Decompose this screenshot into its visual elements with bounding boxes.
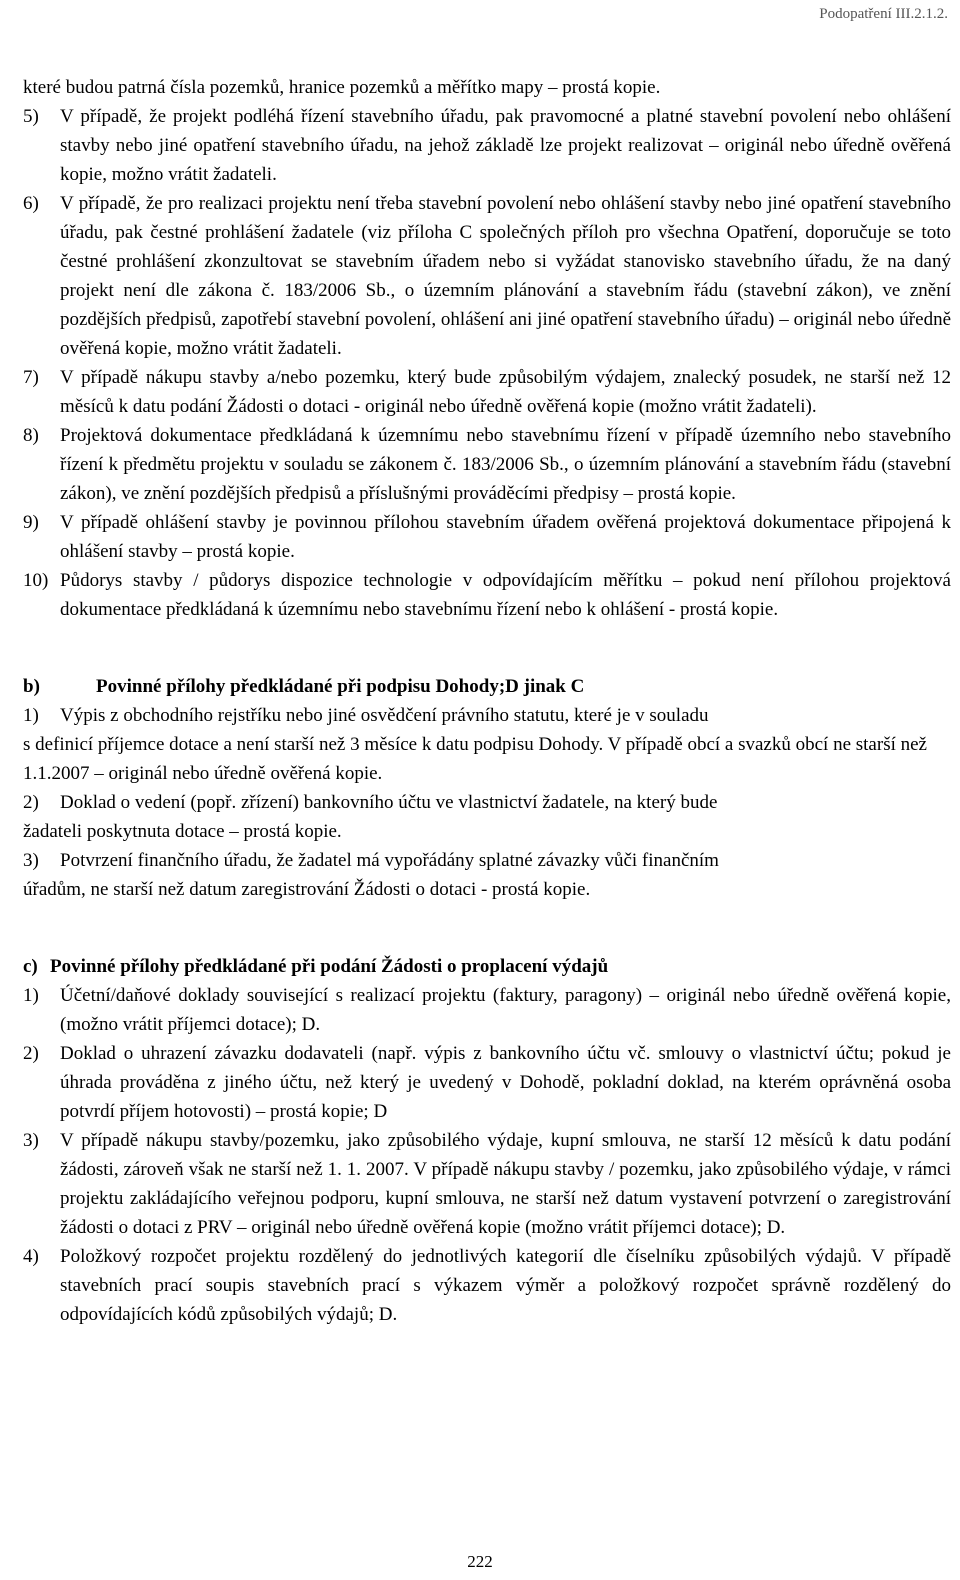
page-number: 222 — [467, 1552, 493, 1571]
list-item — [23, 421, 951, 508]
item-text: Projektová dokumentace předkládaná k územnímu nebo stavebnímu řízení v případě územního nebo stavebního řízení k předmětu projektu v souladu se zákonem č. 183/2006 Sb., o územním plánování a stavebním řádu (stavební zákon), ve znění pozdějších předpisů a příslušnými prováděcími předpisy – prostá kopie. — [60, 425, 951, 504]
item-text-rest: úřadům, ne starší než datum zaregistrování Žádosti o dotaci - prostá kopie. — [23, 879, 591, 900]
item-number: 10) — [23, 570, 49, 591]
section-letter: c) — [23, 956, 38, 977]
item-text-first-line: Potvrzení finančního úřadu, že žadatel má vypořádány splatné závazky vůči finančním — [60, 850, 719, 871]
list-item — [23, 189, 951, 363]
item-text: V případě nákupu stavby/pozemku, jako způsobilého výdaje, kupní smlouva, ne starší 12 měsíců k datu podání žádosti, zároveň však ne starší než 1. 1. 2007. V případě nákupu stavby / pozemku, jako způsobilého výdaje, v rámci projektu zakládajícího veřejnou podporu, kupní smlouva, ne starší než datum vystavení potvrzení o zaregistrování žádosti o dotaci z PRV – originál nebo úředně ověřená kopie (možno vrátit příjemci dotace); D. — [60, 1130, 951, 1238]
section-letter: b) — [23, 676, 40, 697]
list-item — [23, 846, 951, 904]
item-text-rest: žadateli poskytnuta dotace – prostá kopie. — [23, 821, 342, 842]
list-item — [23, 102, 951, 189]
item-number: 9) — [23, 512, 39, 533]
list-item — [23, 508, 951, 566]
section-title: Povinné přílohy předkládané při podpisu Dohody;D jinak C — [96, 676, 585, 697]
section-heading — [23, 672, 951, 701]
list-item — [23, 981, 951, 1039]
item-number: 6) — [23, 193, 39, 214]
list-item — [23, 701, 951, 788]
list-item — [23, 788, 951, 846]
item-number: 5) — [23, 106, 39, 127]
item-number: 2) — [23, 792, 39, 813]
item-text: V případě, že pro realizaci projektu není třeba stavební povolení nebo ohlášení stavby nebo jiné opatření stavebního úřadu, pak čestné prohlášení žadatele (viz příloha C společných příloh pro všechna Opatření, doporučuje se toto čestné prohlášení zkonzultovat se stavebním úřadem nebo si vyžádat stanovisko stavebního úřadu, že na daný projekt není dle zákona č. 183/2006 Sb., o územním plánování a stavebním řádu (stavební zákon), ve znění pozdějších předpisů, zapotřebí stavební povolení, ohlášení ani jiné opatření stavebního úřadu) – originál nebo úředně ověřená kopie, možno vrátit žadateli. — [60, 193, 951, 359]
item-text: Účetní/daňové doklady související s realizací projektu (faktury, paragony) – originál nebo úředně ověřená kopie, (možno vrátit příjemci dotace); D. — [60, 985, 951, 1035]
item-number: 3) — [23, 850, 39, 871]
item-text: V případě ohlášení stavby je povinnou přílohou stavebním úřadem ověřená projektová dokumentace připojená k ohlášení stavby – prostá kopie. — [60, 512, 951, 562]
item-text: Položkový rozpočet projektu rozdělený do jednotlivých kategorií dle číselníku způsobilých výdajů. V případě stavebních prací soupis stavebních prací s výkazem výměr a položkový rozpočet správně rozdělený do odpovídajících kódů způsobilých výdajů; D. — [60, 1246, 951, 1325]
item-number: 1) — [23, 705, 39, 726]
section-heading — [23, 952, 951, 981]
item-number: 2) — [23, 1043, 39, 1064]
document-body — [23, 73, 951, 1329]
list-item — [23, 1242, 951, 1329]
item-number: 1) — [23, 985, 39, 1006]
section-c — [23, 952, 951, 1329]
item-text-first-line: Doklad o vedení (popř. zřízení) bankovního účtu ve vlastnictví žadatele, na který bude — [60, 792, 718, 813]
attachments-list-a — [23, 102, 951, 624]
item-text: Doklad o uhrazení závazku dodavateli (např. výpis z bankovního účtu vč. smlouvy o vlastnictví účtu; pokud je úhrada prováděna z jiného účtu, než který je uvedený v Dohodě, pokladní doklad, na kterém oprávněná osoba potvrdí příjem hotovosti) – prostá kopie; D — [60, 1043, 951, 1122]
list-item — [23, 1039, 951, 1126]
item-text-first-line: Výpis z obchodního rejstříku nebo jiné osvědčení právního statutu, které je v souladu — [60, 705, 709, 726]
list-item — [23, 363, 951, 421]
page-header-measure: Podopatření III.2.1.2. — [819, 6, 948, 22]
continuation-text: které budou patrná čísla pozemků, hranice pozemků a měřítko mapy – prostá kopie. — [23, 77, 661, 98]
item-text-rest: s definicí příjemce dotace a není starší než 3 měsíce k datu podpisu Dohody. V případě obcí a svazků obcí ne starší než 1.1.2007 – originál nebo úředně ověřená kopie. — [23, 734, 927, 784]
item-number: 7) — [23, 367, 39, 388]
section-title: Povinné přílohy předkládané při podání Žádosti o proplacení výdajů — [50, 956, 609, 977]
item-text: V případě nákupu stavby a/nebo pozemku, který bude způsobilým výdajem, znalecký posudek, ne starší než 12 měsíců k datu podání Žádosti o dotaci - originál nebo úředně ověřená kopie (možno vrátit žadateli). — [60, 367, 951, 417]
item-text: Půdorys stavby / půdorys dispozice technologie v odpovídajícím měřítku – pokud není přílohou projektová dokumentace předkládaná k územnímu nebo stavebnímu řízení nebo k ohlášení - prostá kopie. — [60, 570, 951, 620]
list-item — [23, 1126, 951, 1242]
list-item — [23, 566, 951, 624]
section-b — [23, 672, 951, 904]
item-number: 8) — [23, 425, 39, 446]
item-number: 4) — [23, 1246, 39, 1267]
item-number: 3) — [23, 1130, 39, 1151]
item-text: V případě, že projekt podléhá řízení stavebního úřadu, pak pravomocné a platné stavební povolení nebo ohlášení stavby nebo jiné opatření stavebního úřadu, na jehož základě lze projekt realizovat – originál nebo úředně ověřená kopie, možno vrátit žadateli. — [60, 106, 951, 185]
